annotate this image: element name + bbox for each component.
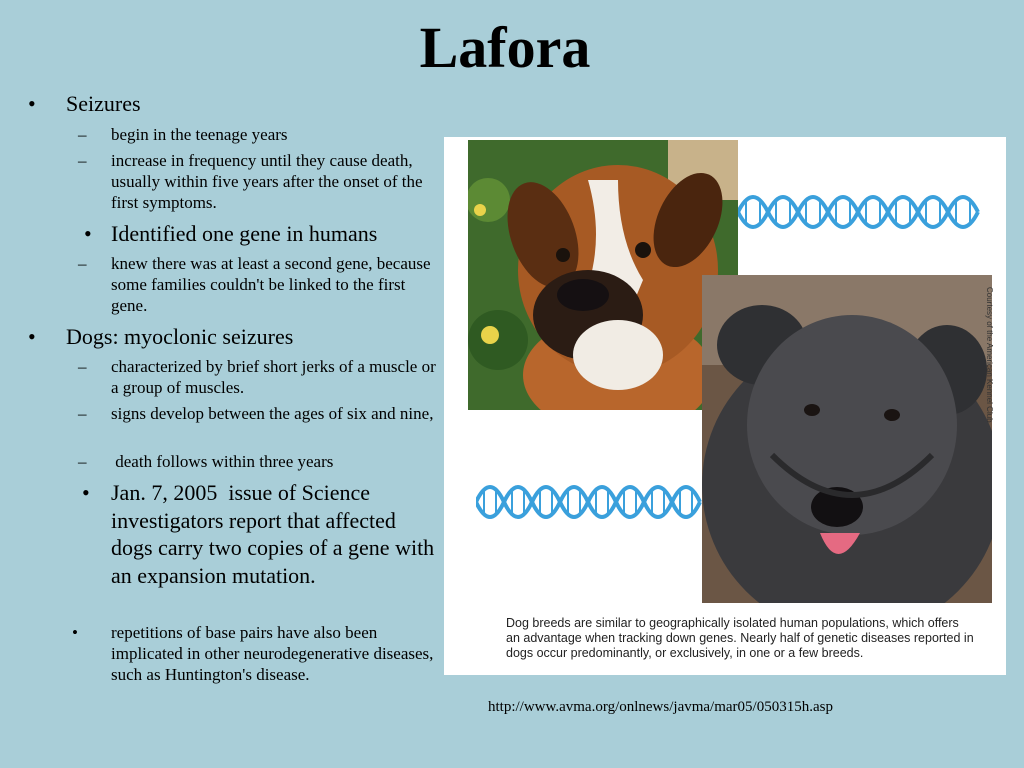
bullet-text: Seizures bbox=[66, 91, 141, 116]
photo-credit: Courtesy of the American Kennel Club bbox=[985, 287, 994, 423]
boxer-dog-photo bbox=[468, 140, 738, 410]
subbullet-text: increase in frequency until they cause death, usually within five years after the onset of the first symptoms. bbox=[111, 151, 423, 212]
subbullet-text: signs develop between the ages of six and nine, bbox=[111, 404, 434, 423]
dash-marker: – bbox=[78, 357, 87, 376]
figure-caption: Dog breeds are similar to geographically isolated human populations, which offers an advantage when tracking down genes. Nearly half of genetic diseases reported in dogs occur predominantly, or exclusively, in one or a few breeds. bbox=[506, 616, 974, 660]
subbullet-text: knew there was at least a second gene, because some families couldn't be linked to the first gene. bbox=[111, 254, 431, 315]
dash-marker: – bbox=[78, 151, 87, 170]
bullet-marker: • bbox=[28, 324, 36, 349]
bullet-marker: • bbox=[84, 221, 92, 246]
bullet-marker: • bbox=[82, 480, 90, 505]
bullet-marker: • bbox=[28, 91, 36, 116]
dash-marker: – bbox=[78, 254, 87, 273]
bullet-text: Identified one gene in humans bbox=[111, 221, 378, 246]
dash-marker: – bbox=[78, 125, 87, 144]
source-link[interactable]: http://www.avma.org/onlnews/javma/mar05/050315h.asp bbox=[488, 699, 833, 715]
dash-marker: – bbox=[78, 452, 87, 471]
subbullet-text: death follows within three years bbox=[111, 452, 334, 471]
subbullet-text: characterized by brief short jerks of a muscle or a group of muscles. bbox=[111, 357, 436, 397]
dash-marker: – bbox=[78, 404, 87, 423]
bullet-text: Dogs: myoclonic seizures bbox=[66, 324, 294, 349]
dna-helix-icon bbox=[476, 467, 702, 537]
dna-helix-icon bbox=[738, 177, 983, 247]
bullet-marker: • bbox=[72, 623, 78, 642]
bullet-text: repetitions of base pairs have also been implicated in other neurodegenerative diseases, such as Huntington's disease. bbox=[111, 623, 434, 684]
subbullet-text: begin in the teenage years bbox=[111, 125, 288, 144]
shaggy-dog-photo bbox=[702, 275, 992, 603]
slide-title: Lafora bbox=[419, 15, 591, 80]
bullet-text: Jan. 7, 2005 issue of Science investigators report that affected dogs carry two copies of a gene with an expansion mutation. bbox=[111, 480, 440, 588]
dog-breeds-figure bbox=[444, 137, 1006, 675]
